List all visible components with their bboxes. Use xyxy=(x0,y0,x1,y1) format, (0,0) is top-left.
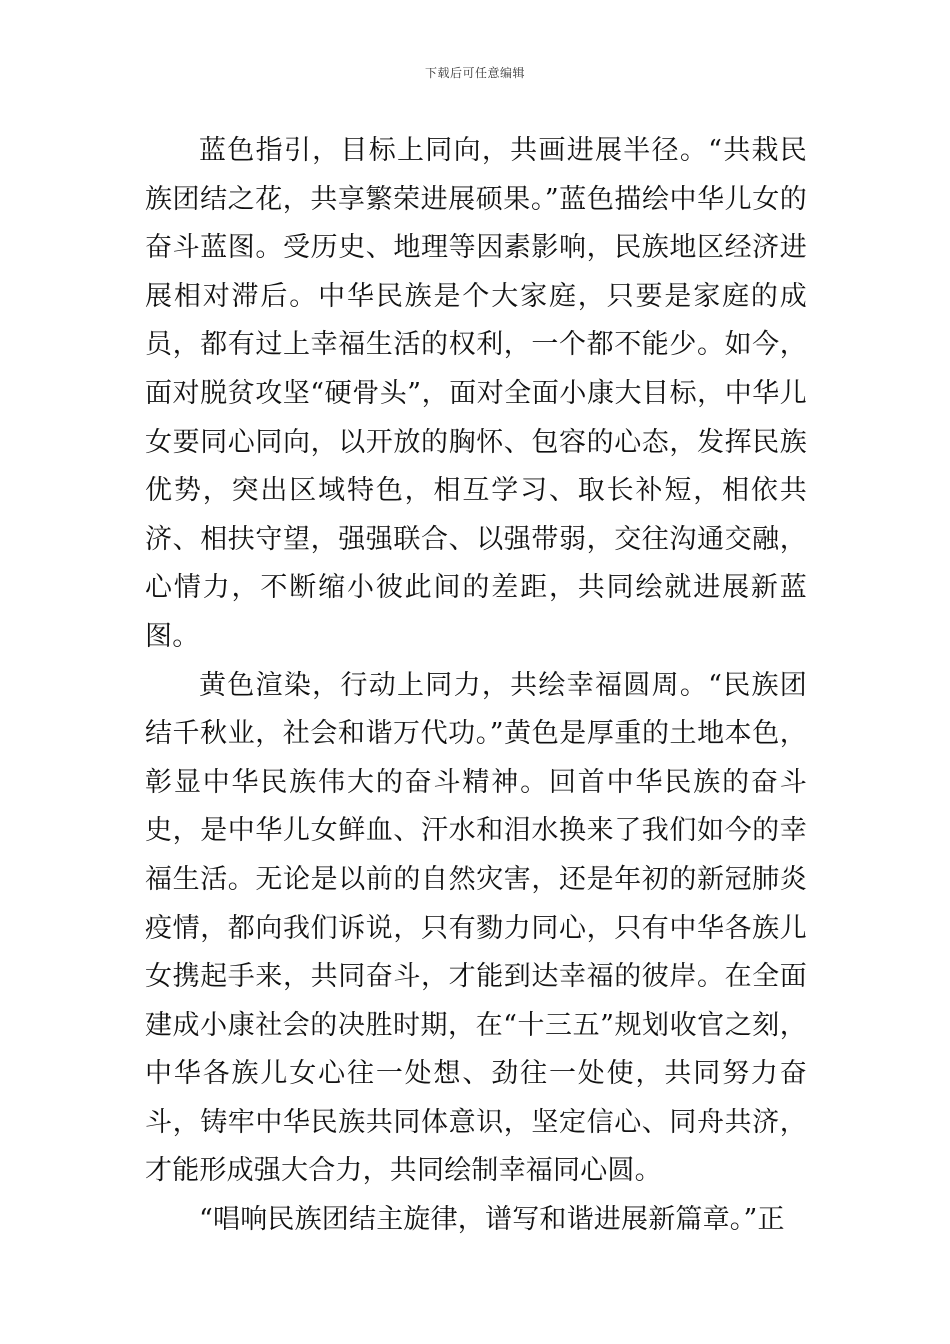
page-header: 下载后可任意编辑 xyxy=(424,66,525,80)
paragraph-harmony: “唱响民族团结主旋律，谱写和谐进展新篇章。”正 xyxy=(199,1204,785,1236)
paragraph-blue: 蓝色指引，目标上同向，共画进展半径。“共栽民族团结之花，共享繁荣进展硕果。”蓝色描绘中华儿女的奋斗蓝图。受历史、地理等因素影响，民族地区经济进展相对滞后。中华民族是个大家庭，只要是家庭的成员，都有过上幸福生活的权利，一个都不能少。如今，面对脱贫攻坚“硬骨头”，面对全面小康大目标，中华儿女要同心同向，以开放的胸怀、包容的心态，发挥民族优势，突出区域特色，相互学习、取长补短，相依共济、相扶守望，强强联合、以强带弱，交往沟通交融，心情力，不断缩小彼此间的差距，共同绘就进展新蓝图。 xyxy=(145,135,807,652)
document-body xyxy=(145,127,807,1245)
paragraph-yellow: 黄色渲染，行动上同力，共绘幸福圆周。“民族团结千秋业，社会和谐万代功。”黄色是厚重的土地本色，彰显中华民族伟大的奋斗精神。回首中华民族的奋斗史，是中华儿女鲜血、汗水和泪水换来了我们如今的幸福生活。无论是以前的自然灾害，还是年初的新冠肺炎疫情，都向我们诉说，只有勠力同心，只有中华各族儿女携起手来，共同奋斗，才能到达幸福的彼岸。在全面建成小康社会的决胜时期，在“十三五”规划收官之刻，中华各族儿女心往一处想、劲往一处使，共同努力奋斗，铸牢中华民族共同体意识，坚定信心、同舟共济，才能形成强大合力，共同绘制幸福同心圆。 xyxy=(145,669,807,1187)
